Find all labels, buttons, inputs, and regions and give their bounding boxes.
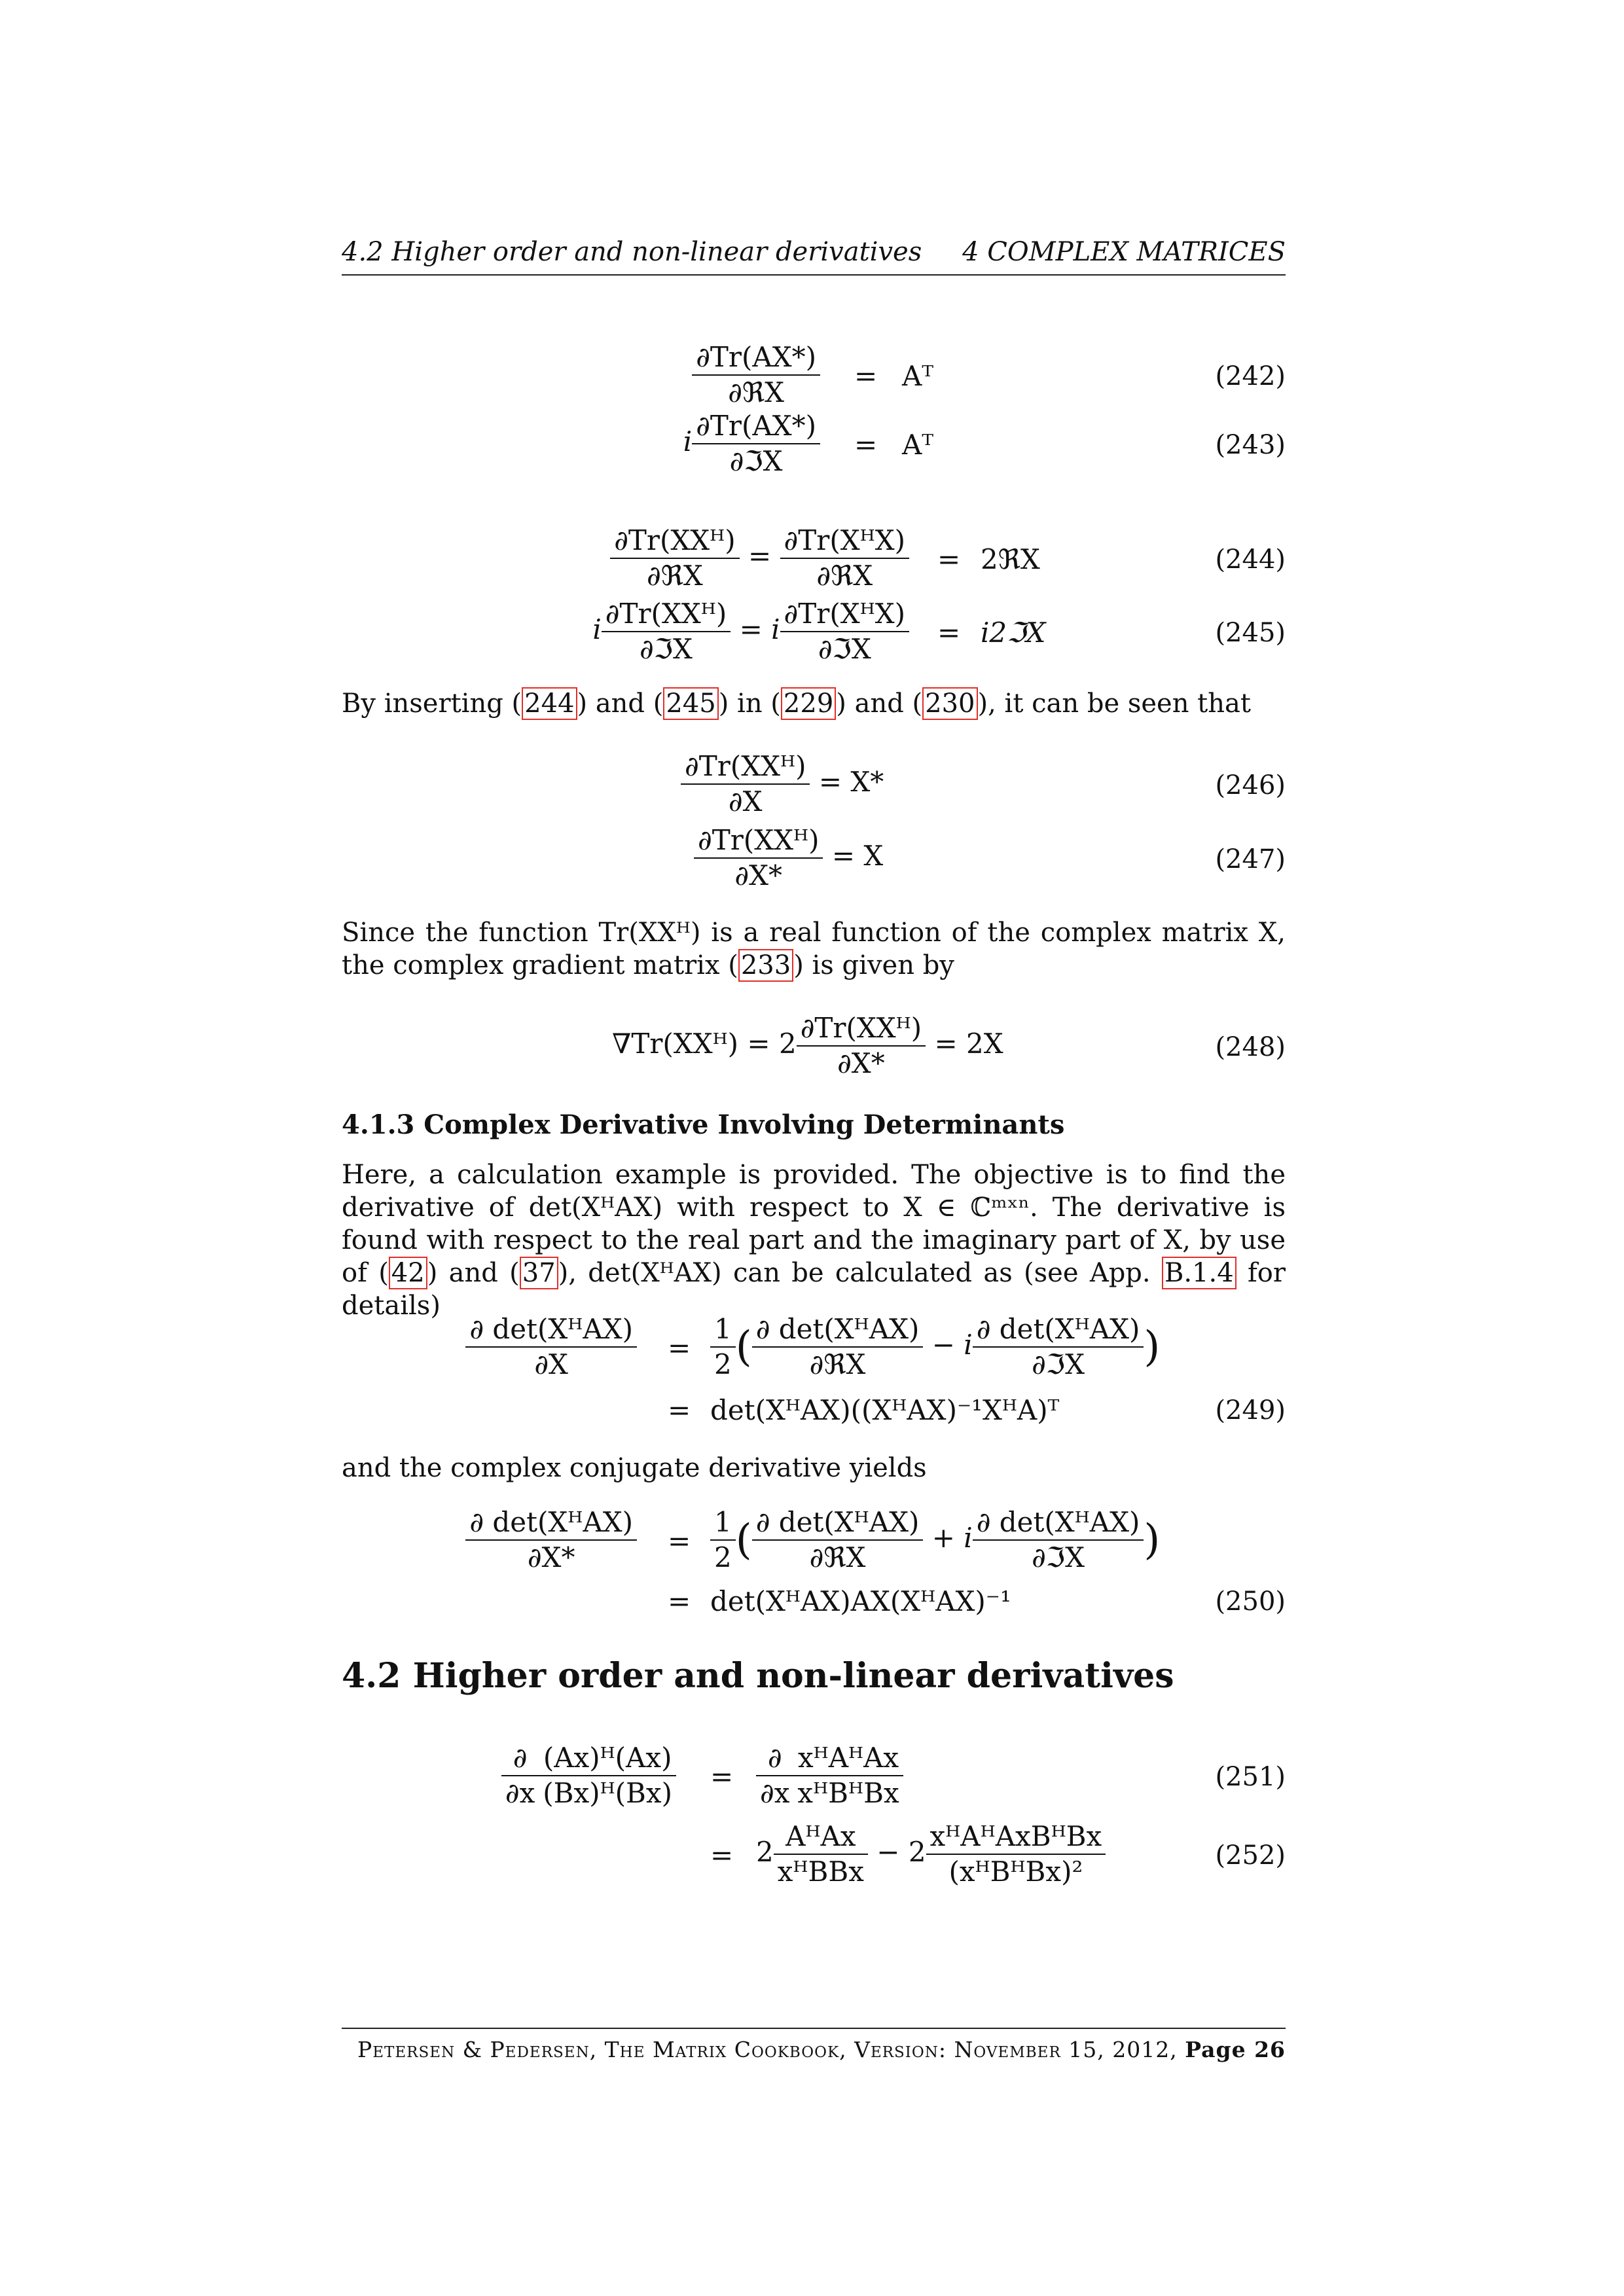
equation-number: (248) [1215,1032,1286,1062]
paragraph-2: Since the function Tr(XXᴴ) is a real function of the complex matrix X, the complex gradient matrix ( 233 ) is given by [342,918,1286,980]
equation-number: (249) [1215,1395,1286,1426]
equation-ref-link[interactable]: 42 [389,1257,427,1289]
header-rule [342,274,1286,276]
paragraph-3: Here, a calculation example is provided. The objective is to find the derivative of det(XᴴAX) with respect to X ∈ ℂᵐˣⁿ. The derivative is found with respect to the real part and the imaginary part of X, by use of ( 42 ) and ( 37 ), det(XᴴAX) can be calculated as (see App. B.1.4 for details) [342,1160,1286,1321]
running-header-left: 4.2 Higher order and non-linear derivatives [342,237,922,267]
subsection-heading: 4.1.3 Complex Derivative Involving Determinants [342,1109,1065,1140]
equation-number: (247) [1215,844,1286,874]
equation-ref-link[interactable]: 230 [922,687,977,720]
page-number: Page 26 [1185,2037,1286,2062]
footer-rule [342,2028,1286,2029]
equation-number: (252) [1215,1840,1286,1871]
equation-ref-link[interactable]: 233 [738,949,793,982]
running-header-right: 4 COMPLEX MATRICES [962,237,1286,267]
equation-ref-link[interactable]: 229 [781,687,836,720]
page-footer: Petersen & Pedersen, The Matrix Cookbook, Version: November 15, 2012, Page 26 [357,2037,1286,2062]
equation-ref-link[interactable]: 244 [522,687,577,720]
equation-number: (243) [1215,430,1286,460]
equation-number: (251) [1215,1762,1286,1792]
equation-number: (244) [1215,545,1286,575]
paragraph-4: and the complex conjugate derivative yields [342,1453,927,1483]
equation-ref-link[interactable]: 245 [663,687,718,720]
paragraph-1: By inserting ( 244 ) and ( 245 ) in ( 229 ) and ( 230 ), it can be seen that [342,689,1251,719]
appendix-ref-link[interactable]: B.1.4 [1162,1257,1236,1289]
equation-number: (242) [1215,361,1286,391]
section-heading: 4.2 Higher order and non-linear derivatives [342,1656,1174,1696]
equation-number: (245) [1215,618,1286,648]
equation-ref-link[interactable]: 37 [520,1257,558,1289]
equation-number: (246) [1215,770,1286,800]
equation-number: (250) [1215,1587,1286,1617]
